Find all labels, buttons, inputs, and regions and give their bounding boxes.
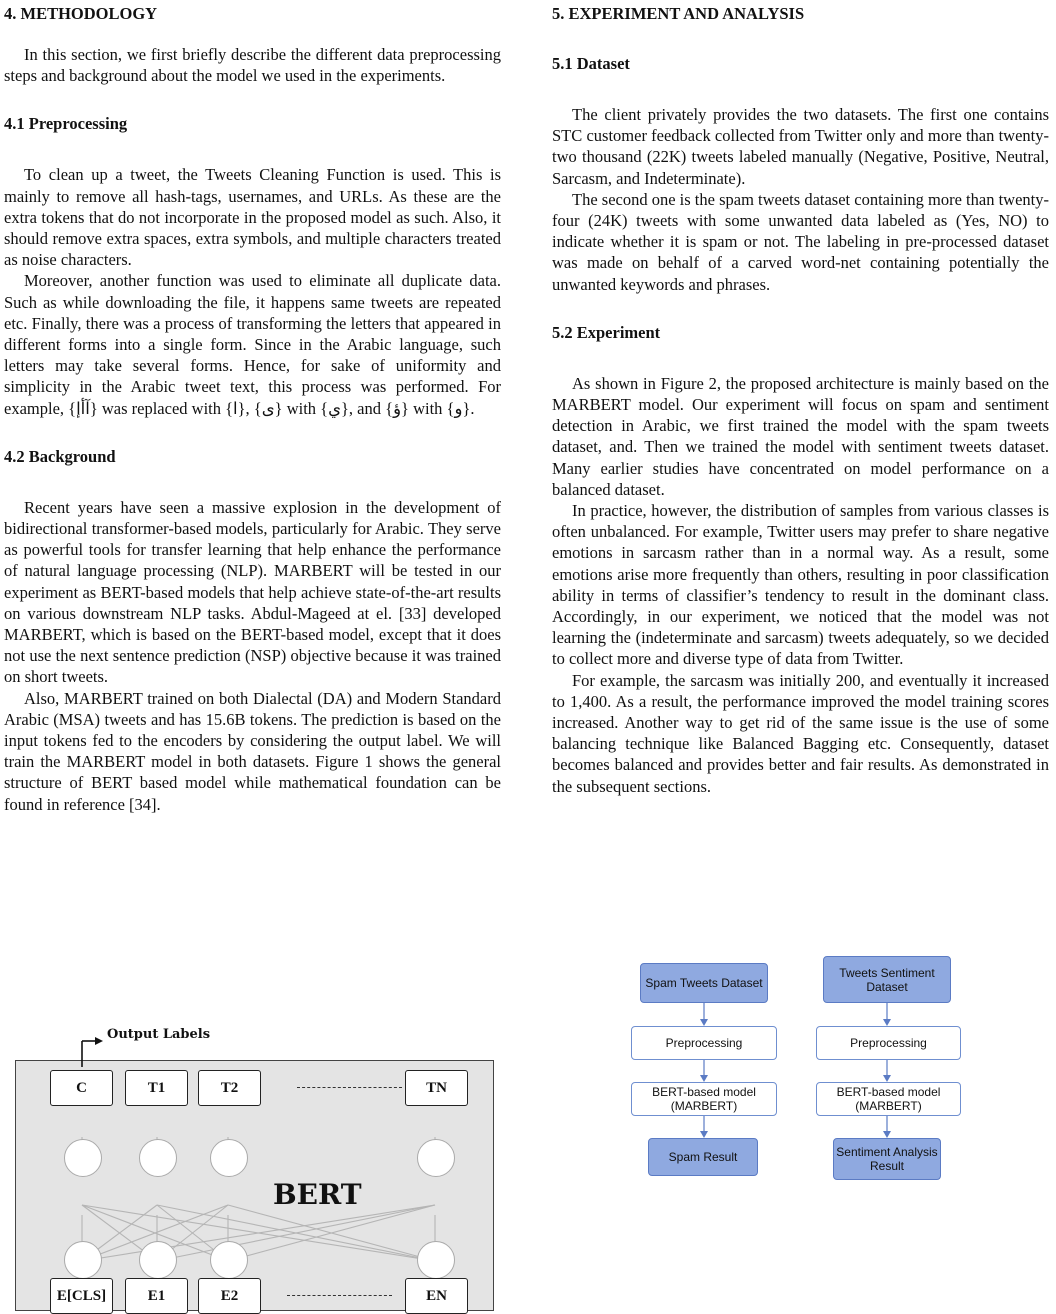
input-node — [210, 1241, 248, 1279]
token-e1: E1 — [125, 1278, 188, 1314]
subsection-heading-dataset: 5.1 Dataset — [552, 54, 630, 73]
input-node — [139, 1241, 177, 1279]
subsection-heading-background: 4.2 Background — [4, 446, 116, 466]
token-t1: T1 — [125, 1070, 188, 1106]
token-c: C — [50, 1070, 113, 1106]
right-column — [552, 0, 1049, 797]
experiment-paragraph-1: As shown in Figure 2, the proposed architecture is mainly based on the MARBERT model. Our experiment will focus on spam and sentiment detection in Arabic, we first trained the model with the spam tweets dataset, and. Then we trained the model with sentiment tweets dataset. Many earlier studies have concentrated on model performance on a balanced dataset. — [552, 373, 1049, 499]
spam-bert-model-box: BERT-based model (MARBERT) — [631, 1082, 777, 1116]
experiment-paragraph-2: In practice, however, the distribution of samples from various classes is often unbalanced. For example, Twitter users may prefer to share negative emotions in sarcasm rather than in a normal way. As a result, some emotions arise more frequently than others, resulting in poor classification ability in terms of classifier’s tendency to result in the dominant class. Accordingly, in our experiment, we noticed that the model was not learning the (indeterminate and sarcasm) tweets adequately, so we decided to collect more and diverse type of data from Twitter. — [552, 501, 1049, 669]
top-ellipsis — [297, 1087, 402, 1088]
token-t2: T2 — [198, 1070, 261, 1106]
sentiment-analysis-result-box: Sentiment Analysis Result — [833, 1138, 941, 1180]
bottom-ellipsis — [287, 1295, 392, 1296]
bert-architecture-figure — [15, 1027, 495, 1309]
spam-result-box: Spam Result — [648, 1138, 758, 1176]
left-column — [4, 0, 501, 815]
spam-preprocessing-box: Preprocessing — [631, 1026, 777, 1060]
sentiment-bert-model-box: BERT-based model (MARBERT) — [816, 1082, 961, 1116]
spam-tweets-dataset-box: Spam Tweets Dataset — [640, 963, 768, 1003]
output-node — [210, 1139, 248, 1177]
preprocessing-paragraph-2: Moreover, another function was used to eliminate all duplicate data. Such as while downloading the file, it happens same tweets are repeated etc. Finally, there was a process of transforming the letters that appeared in different forms into a single form. Since in the Arabic language, such letters may take several forms. Hence, for sake of uniformity and simplicity in the Arabic tweet text, this process was performed. For example, {آأإ} was replaced with {ا}, {ى} with {ي}, and {ؤ} with {و}. — [4, 271, 501, 418]
token-ecls: E[CLS] — [50, 1278, 113, 1314]
output-node — [64, 1139, 102, 1177]
sentiment-preprocessing-box: Preprocessing — [816, 1026, 961, 1060]
dataset-paragraph-2: The second one is the spam tweets dataset containing more than twenty-four (24K) tweets with some unwanted data labeled as (Yes, NO) to indicate whether it is spam or not. The labeling in pre-processed dataset was made on behalf of a carved word-net containing potentially the unwanted keywords and phrases. — [552, 189, 1049, 294]
token-e2: E2 — [198, 1278, 261, 1314]
output-labels-label: Output Labels — [107, 1027, 211, 1042]
subsection-heading-experiment: 5.2 Experiment — [552, 322, 661, 342]
token-en: EN — [405, 1278, 468, 1314]
subsection-heading-preprocessing: 4.1 Preprocessing — [4, 114, 128, 134]
background-paragraph-2: Also, MARBERT trained on both Dialectal (DA) and Modern Standard Arabic (MSA) tweets and has 15.6B tokens. The prediction is based on the input tokens fed to the encoders by considering the output label. We will train the MARBERT model in both datasets. Figure 1 shows the general structure of BERT based model while mathematical foundation can be found in reference [34]. — [4, 688, 501, 814]
architecture-flowchart — [628, 956, 966, 1256]
methodology-intro: In this section, we first briefly describe the different data preprocessing steps and background about the model we used in the experiments. — [4, 45, 501, 86]
section-heading-experiment: 5. EXPERIMENT AND ANALYSIS — [552, 4, 805, 23]
token-tn: TN — [405, 1070, 468, 1106]
background-paragraph-1: Recent years have seen a massive explosion in the development of bidirectional transformer-based models, particularly for Arabic. They serve as powerful tools for transfer learning that help enhance the performance of natural language processing (NLP). MARBERT will be tested in our experiment as BERT-based models that help achieve state-of-the-art results on various downstream NLP tasks. Abdul-Mageed at el. [33] developed MARBERT, which is based on the BERT-based model, except that it does not use the next sentence prediction (NSP) objective because it was trained on short tweets. — [4, 497, 501, 687]
input-node — [64, 1241, 102, 1279]
bert-label: BERT — [273, 1178, 362, 1211]
section-heading-methodology: 4. METHODOLOGY — [4, 4, 158, 23]
output-node — [417, 1139, 455, 1177]
output-node — [139, 1139, 177, 1177]
preprocessing-paragraph-1: To clean up a tweet, the Tweets Cleaning Function is used. This is mainly to remove all hash-tags, usernames, and URLs. As these are the extra tokens that do not incorporate in the proposed model as such. Also, it should remove extra spaces, extra symbols, and multiple characters treated as noise characters. — [4, 165, 501, 270]
dataset-paragraph-1: The client privately provides the two datasets. The first one contains STC customer feedback collected from Twitter only and more than twenty-two thousand (22K) tweets labeled manually (Negative, Positive, Neutral, Sarcasm, and Indeterminate). — [552, 105, 1049, 188]
input-node — [417, 1241, 455, 1279]
tweets-sentiment-dataset-box: Tweets Sentiment Dataset — [823, 956, 951, 1003]
experiment-paragraph-3: For example, the sarcasm was initially 200, and eventually it increased to 1,400. As a result, the performance improved the model training scores increased. Another way to get rid of the same issue is the use of some balancing technique like Balanced Bagging etc. Consequently, dataset becomes balanced and provides better and fair results. As demonstrated in the subsequent sections. — [552, 670, 1049, 796]
